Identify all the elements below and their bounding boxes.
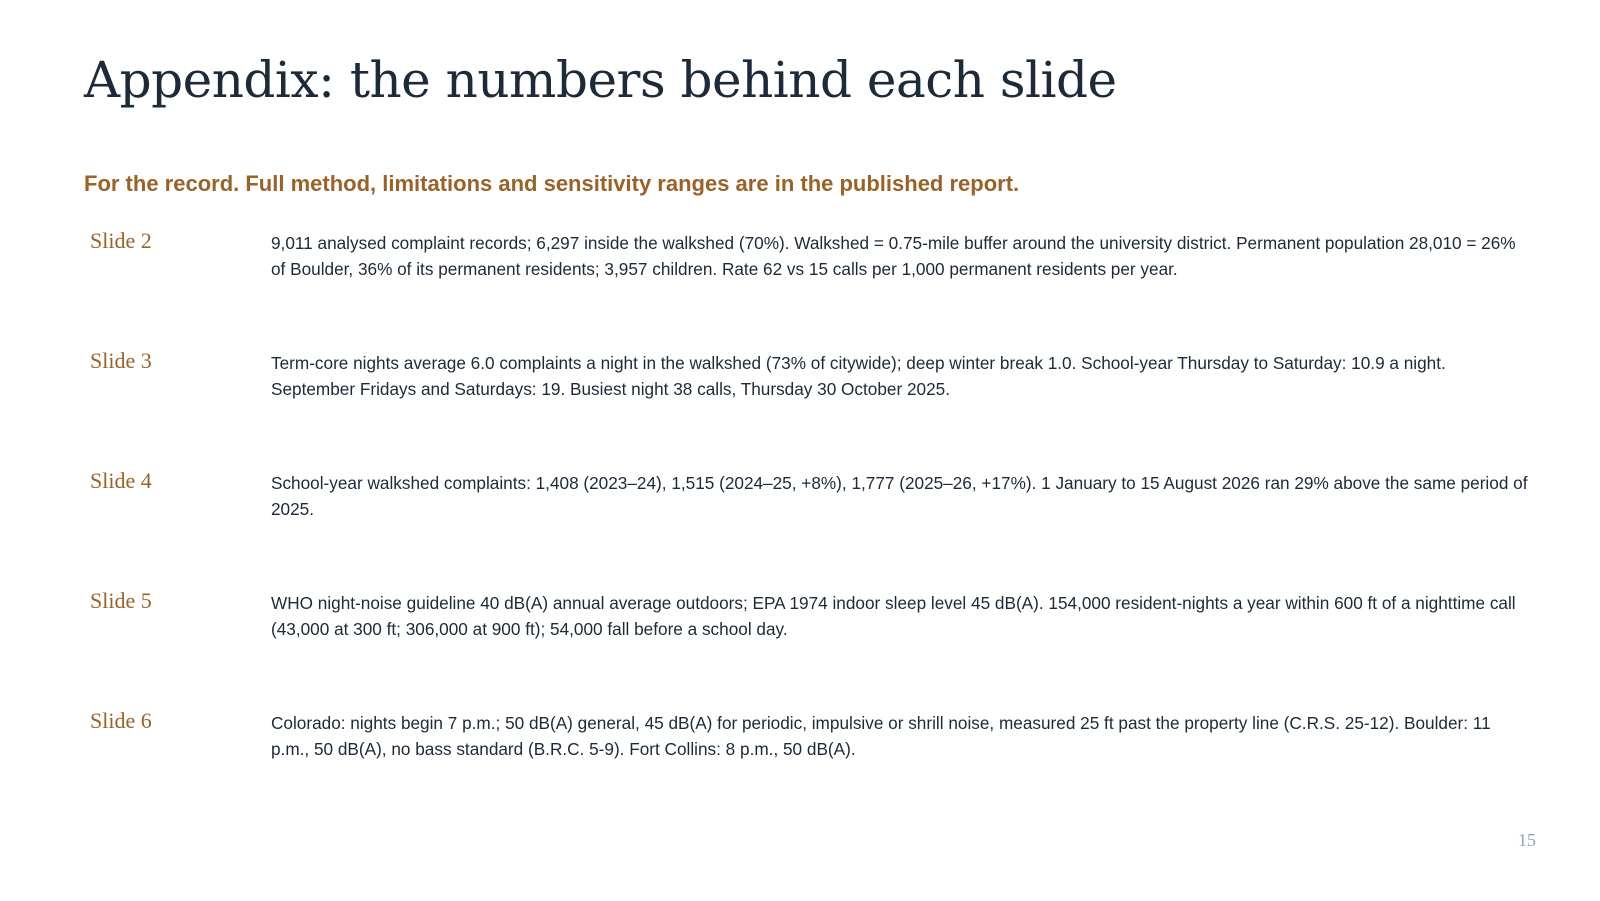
- row-label: Slide 3: [90, 348, 152, 373]
- row-text: WHO night-noise guideline 40 dB(A) annual average outdoors; EPA 1974 indoor sleep level 45 dB(A). 154,000 resident-nights a year within 600 ft of a nighttime call (43,000 at 300 ft; 306,000 at 900 ft); 54,000 fall before a school day.: [271, 593, 1516, 639]
- row-label: Slide 2: [90, 228, 152, 253]
- row-label: Slide 6: [90, 708, 152, 733]
- page-title: Appendix: the numbers behind each slide: [84, 51, 1117, 109]
- page-number: 15: [1518, 830, 1536, 850]
- row-text: School-year walkshed complaints: 1,408 (2023–24), 1,515 (2024–25, +8%), 1,777 (2025–26, +17%). 1 January to 15 August 2026 ran 29% above the same period of 2025.: [271, 473, 1528, 519]
- row-label: Slide 4: [90, 468, 152, 493]
- page-subtitle: For the record. Full method, limitations and sensitivity ranges are in the published report.: [84, 171, 1020, 196]
- row-text: 9,011 analysed complaint records; 6,297 inside the walkshed (70%). Walkshed = 0.75-mile buffer around the university district. Permanent population 28,010 = 26% of Boulder, 36% of its permanent residents; 3,957 children. Rate 62 vs 15 calls per 1,000 permanent residents per year.: [271, 233, 1516, 279]
- row-text: Colorado: nights begin 7 p.m.; 50 dB(A) general, 45 dB(A) for periodic, impulsive or shrill noise, measured 25 ft past the property line (C.R.S. 25-12). Boulder: 11 p.m., 50 dB(A), no bass standard (B.R.C. 5-9). Fort Collins: 8 p.m., 50 dB(A).: [271, 713, 1491, 759]
- row-text: Term-core nights average 6.0 complaints a night in the walkshed (73% of citywide); deep winter break 1.0. School-year Thursday to Saturday: 10.9 a night. September Fridays and Saturdays: 19. Busiest night 38 calls, Thursday 30 October 2025.: [271, 353, 1446, 399]
- row-label: Slide 5: [90, 588, 152, 613]
